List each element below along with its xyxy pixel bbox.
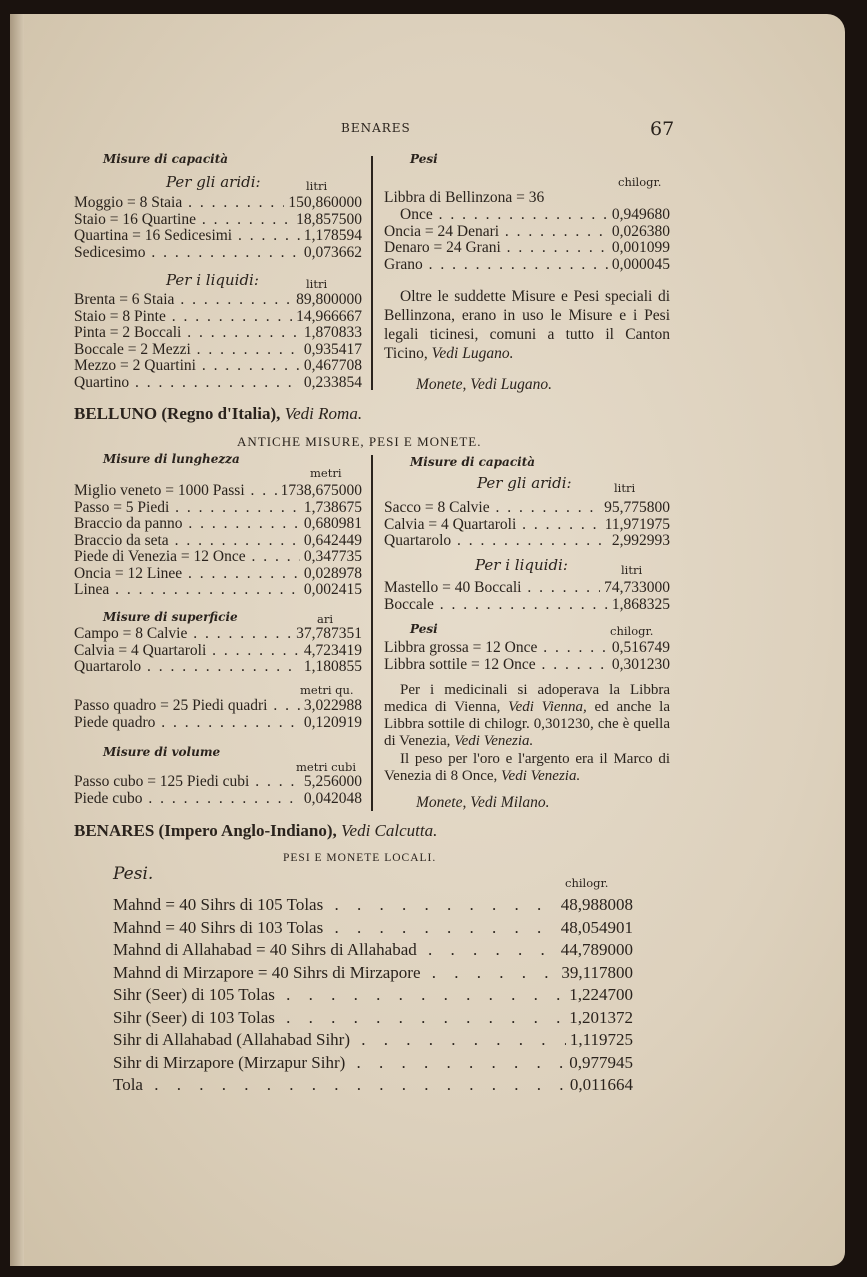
row-label: Libbra sottile = 12 Once . . .: [384, 657, 608, 674]
row-label: Miglio veneto = 1000 Passi . . .: [74, 483, 277, 500]
section-title: Misure di lunghezza: [103, 452, 240, 466]
table-belluno-lunghezza: [74, 483, 362, 599]
row-value: 1,870833: [303, 324, 362, 341]
row-label: Once . . .: [384, 207, 608, 224]
section-title: Pesi.: [113, 864, 154, 884]
table-belluno-superficie-qu: [74, 698, 362, 731]
entry-name: BELLUNO (Regno d'Italia),: [74, 404, 281, 423]
row-value: 1,738675: [303, 498, 362, 516]
unit-label: litri: [306, 277, 328, 291]
table-row: [113, 1029, 633, 1052]
entry-name: BENARES (Impero Anglo-Indiano),: [74, 821, 337, 840]
row-label: Sihr (Seer) di 105 Tolas . . .: [113, 984, 565, 1007]
entry-caption: PESI E MONETE LOCALI.: [283, 852, 437, 864]
row-label: Denaro = 24 Grani . . .: [384, 240, 608, 257]
row-label: Quartarolo . . .: [74, 659, 300, 676]
row-label: Mahnd di Allahabad = 40 Sihrs di Allahabad . . .: [113, 939, 557, 962]
table-row: [384, 500, 670, 517]
table-row: [74, 212, 362, 229]
row-label: Brenta = 6 Staia . . .: [74, 292, 292, 309]
row-label-line1: Libbra di Bellinzona = 36: [384, 189, 545, 206]
table-row: [384, 240, 670, 257]
section-title: Misure di capacità: [410, 455, 536, 469]
row-label: Passo quadro = 25 Piedi quadri . . .: [74, 698, 300, 715]
table-row: [74, 309, 362, 326]
unit-label: metri qu.: [300, 683, 354, 697]
table-row: [113, 1007, 633, 1030]
row-value: 1,178594: [303, 227, 362, 244]
row-value: 0,680981: [303, 515, 362, 532]
row-label: Mezzo = 2 Quartini . . .: [74, 358, 300, 375]
row-label: Sihr (Seer) di 103 Tolas . . .: [113, 1007, 565, 1030]
row-value: 1,868325: [611, 595, 670, 613]
table-row: [74, 626, 362, 643]
note-text: Oltre le suddette Misure e Pesi speciali di Bellinzona, erano in uso le Misure e i Pesi legali ticinesi, comuni a tutto il Canton Ticino,: [384, 288, 670, 362]
table-row: [113, 1052, 633, 1075]
row-label: Quartarolo . . .: [384, 533, 608, 550]
row-label: Moggio = 8 Staia . . .: [74, 195, 284, 212]
row-value: 0,347735: [303, 548, 362, 565]
row-value: 48,054901: [560, 917, 633, 937]
table-row: [74, 245, 362, 262]
row-label: Piede di Venezia = 12 Once . . .: [74, 549, 300, 566]
page-gutter: [10, 14, 24, 1266]
row-label: Quartina = 16 Sedicesimi . . .: [74, 228, 300, 245]
row-value: 74,733000: [604, 579, 670, 596]
cross-reference-link[interactable]: Vedi Calcutta.: [341, 821, 438, 840]
table-row: [113, 917, 633, 940]
table-row: [74, 516, 362, 533]
page-number: 67: [650, 118, 675, 140]
row-value: 1738,675000: [280, 482, 362, 499]
table-row: [384, 517, 670, 534]
row-value: 0,011664: [569, 1075, 633, 1094]
row-value: 2,992993: [611, 532, 670, 549]
row-label: Piede cubo . . .: [74, 791, 300, 808]
row-label: Mastello = 40 Boccali . . .: [384, 580, 600, 597]
table-row: [384, 580, 670, 597]
note-paragraph: [384, 287, 670, 363]
table-row: [74, 698, 362, 715]
table-row: [74, 195, 362, 212]
row-label: Quartino . . .: [74, 375, 300, 392]
row-value: 44,789000: [560, 940, 633, 959]
unit-label: chilogr.: [610, 624, 654, 638]
table-belluno-liquidi: [384, 580, 670, 613]
row-value: 14,966667: [296, 307, 362, 325]
row-label: Braccio da seta . . .: [74, 533, 300, 550]
running-title: BENARES: [341, 121, 411, 135]
row-value: 1,201372: [569, 1007, 633, 1027]
note-text: ed anche la Libbra sottile di chilogr. 0,301230, che è quella di Venezia,: [384, 699, 670, 749]
row-label: Pinta = 2 Boccali . . .: [74, 325, 300, 342]
row-label: Sacco = 8 Calvie . . .: [384, 500, 600, 517]
row-value: 0,949680: [611, 206, 670, 223]
row-value: 0,516749: [611, 639, 670, 656]
unit-label: metri: [310, 466, 342, 480]
table-row: [74, 566, 362, 583]
column-divider: [371, 156, 373, 390]
row-value: 0,301230: [611, 655, 670, 673]
table-row: [74, 791, 362, 808]
note-text: Per i medicinali si adoperava la Libbra medica di Vienna,: [384, 682, 670, 715]
table-row: [74, 715, 362, 732]
row-label: Braccio da panno . . .: [74, 516, 300, 533]
subsection-title: Per i liquidi:: [166, 271, 259, 289]
row-label: Staio = 16 Quartine . . .: [74, 212, 292, 229]
table-row: [74, 292, 362, 309]
cross-reference-link[interactable]: Vedi Vienna,: [508, 699, 587, 715]
row-label: Boccale = 2 Mezzi . . .: [74, 342, 300, 359]
row-label: Mahnd di Mirzapore = 40 Sihrs di Mirzapore . . .: [113, 962, 557, 985]
row-value: 95,775800: [604, 499, 670, 516]
row-label: Boccale . . .: [384, 597, 608, 614]
row-value: 37,787351: [296, 625, 362, 642]
table-row: [74, 500, 362, 517]
table-row: [74, 533, 362, 550]
row-label: Passo = 5 Piedi . . .: [74, 500, 300, 517]
cross-reference-link[interactable]: Vedi Roma.: [284, 404, 363, 423]
section-title: Pesi: [410, 622, 438, 636]
row-value: 0,977945: [569, 1052, 633, 1072]
row-value: 0,120919: [303, 713, 362, 731]
row-label: Oncia = 24 Denari . . .: [384, 224, 608, 241]
table-row: [113, 894, 633, 917]
row-label: Linea . . .: [74, 582, 300, 599]
table-row: [384, 640, 670, 657]
note-text: Il peso per l'oro e l'argento era il Marco di Venezia di 8 Once,: [384, 751, 670, 784]
table-row: [384, 257, 670, 274]
table-row: [113, 984, 633, 1007]
table-row: [384, 207, 670, 224]
entry-title-benares: [74, 821, 437, 841]
row-label: Mahnd = 40 Sihrs di 105 Tolas . . .: [113, 894, 557, 917]
table-row: [74, 582, 362, 599]
row-label: Calvia = 4 Quartaroli . . .: [74, 643, 300, 660]
section-title: Misure di volume: [103, 745, 221, 759]
row-value: 0,002415: [303, 581, 362, 598]
table-row: [74, 483, 362, 500]
cross-reference-link[interactable]: Vedi Lugano.: [431, 345, 514, 362]
row-value: 11,971975: [604, 515, 670, 533]
table-row: [113, 939, 633, 962]
monete-reference[interactable]: Monete, Vedi Lugano.: [416, 376, 553, 393]
table-row: [74, 659, 362, 676]
row-label: Oncia = 12 Linee . . .: [74, 566, 300, 583]
table-row: [74, 358, 362, 375]
unit-label: litri: [306, 179, 328, 193]
table-row: [74, 228, 362, 245]
row-label: Sedicesimo . . .: [74, 245, 300, 262]
table-row: [74, 325, 362, 342]
row-label: Tola . . .: [113, 1074, 566, 1097]
row-label: Calvia = 4 Quartaroli . . .: [384, 517, 601, 534]
table-benares-pesi: [113, 894, 633, 1097]
note-paragraph: [384, 751, 670, 785]
row-value: 3,022988: [303, 697, 362, 714]
table-belluno-pesi: [384, 640, 670, 673]
table-row: [113, 1074, 633, 1097]
unit-label: metri cubi: [296, 760, 357, 774]
table-belluno-volume: [74, 774, 362, 807]
table-row: [74, 342, 362, 359]
row-value: 0,000045: [611, 255, 670, 273]
subsection-title: Per gli aridi:: [166, 173, 261, 191]
row-value: 1,180855: [303, 658, 362, 675]
section-title: Misure di capacità: [103, 152, 229, 166]
table-row: [74, 774, 362, 791]
row-label: Sihr di Allahabad (Allahabad Sihr) . . .: [113, 1029, 566, 1052]
row-value: 0,026380: [611, 222, 670, 240]
unit-label: chilogr.: [565, 876, 609, 890]
entry-caption: ANTICHE MISURE, PESI E MONETE.: [237, 434, 482, 449]
table-row: [384, 597, 670, 614]
row-value: 0,073662: [303, 243, 362, 261]
row-value: 0,028978: [303, 564, 362, 582]
unit-label: ari: [317, 612, 334, 626]
row-value: 48,988008: [560, 895, 633, 914]
subsection-title: Per gli aridi:: [477, 474, 572, 492]
row-label: Sihr di Mirzapore (Mirzapur Sihr) . . .: [113, 1052, 565, 1075]
section-title: Pesi: [410, 152, 438, 166]
monete-reference[interactable]: Monete, Vedi Milano.: [416, 794, 550, 811]
unit-label: litri: [614, 481, 636, 495]
row-label: Piede quadro . . .: [74, 715, 300, 732]
row-label: Mahnd = 40 Sihrs di 103 Tolas . . .: [113, 917, 557, 940]
table-row: [74, 549, 362, 566]
table-row: [384, 224, 670, 241]
table-bellinzona-pesi: [384, 207, 670, 273]
unit-label: litri: [621, 563, 643, 577]
row-value: 0,642449: [303, 531, 362, 549]
table-row: [384, 533, 670, 550]
table-row: [74, 375, 362, 392]
column-divider: [371, 455, 373, 811]
row-value: 0,467708: [303, 357, 362, 374]
row-label: Passo cubo = 125 Piedi cubi . . .: [74, 774, 300, 791]
entry-title-belluno: [74, 404, 362, 424]
row-label: Campo = 8 Calvie . . .: [74, 626, 292, 643]
row-value: 4,723419: [303, 641, 362, 659]
subsection-title: Per i liquidi:: [475, 556, 568, 574]
table-bellinzona-aridi: [74, 195, 362, 261]
row-value: 89,800000: [296, 291, 362, 308]
row-value: 39,117800: [561, 962, 633, 982]
table-row: [113, 962, 633, 985]
table-row: [74, 643, 362, 660]
row-label: Libbra grossa = 12 Once . . .: [384, 640, 608, 657]
table-row: [384, 657, 670, 674]
section-title: Misure di superficie: [103, 610, 238, 624]
row-value: 150,860000: [288, 194, 362, 211]
note-paragraph: [384, 682, 670, 750]
cross-reference-link[interactable]: Vedi Venezia.: [454, 733, 534, 749]
row-label: Staio = 8 Pinte . . .: [74, 309, 292, 326]
table-belluno-aridi: [384, 500, 670, 550]
row-value: 0,233854: [303, 373, 362, 391]
table-belluno-superficie: [74, 626, 362, 676]
row-value: 0,935417: [303, 340, 362, 358]
row-value: 18,857500: [296, 210, 362, 228]
row-label: Grano . . .: [384, 257, 608, 274]
row-value: 5,256000: [303, 773, 362, 790]
table-bellinzona-liquidi: [74, 292, 362, 391]
row-value: 0,042048: [303, 789, 362, 807]
cross-reference-link[interactable]: Vedi Venezia.: [501, 768, 581, 784]
row-value: 1,119725: [569, 1030, 633, 1049]
unit-label: chilogr.: [618, 175, 662, 189]
row-value: 1,224700: [569, 985, 633, 1004]
row-value: 0,001099: [611, 239, 670, 256]
